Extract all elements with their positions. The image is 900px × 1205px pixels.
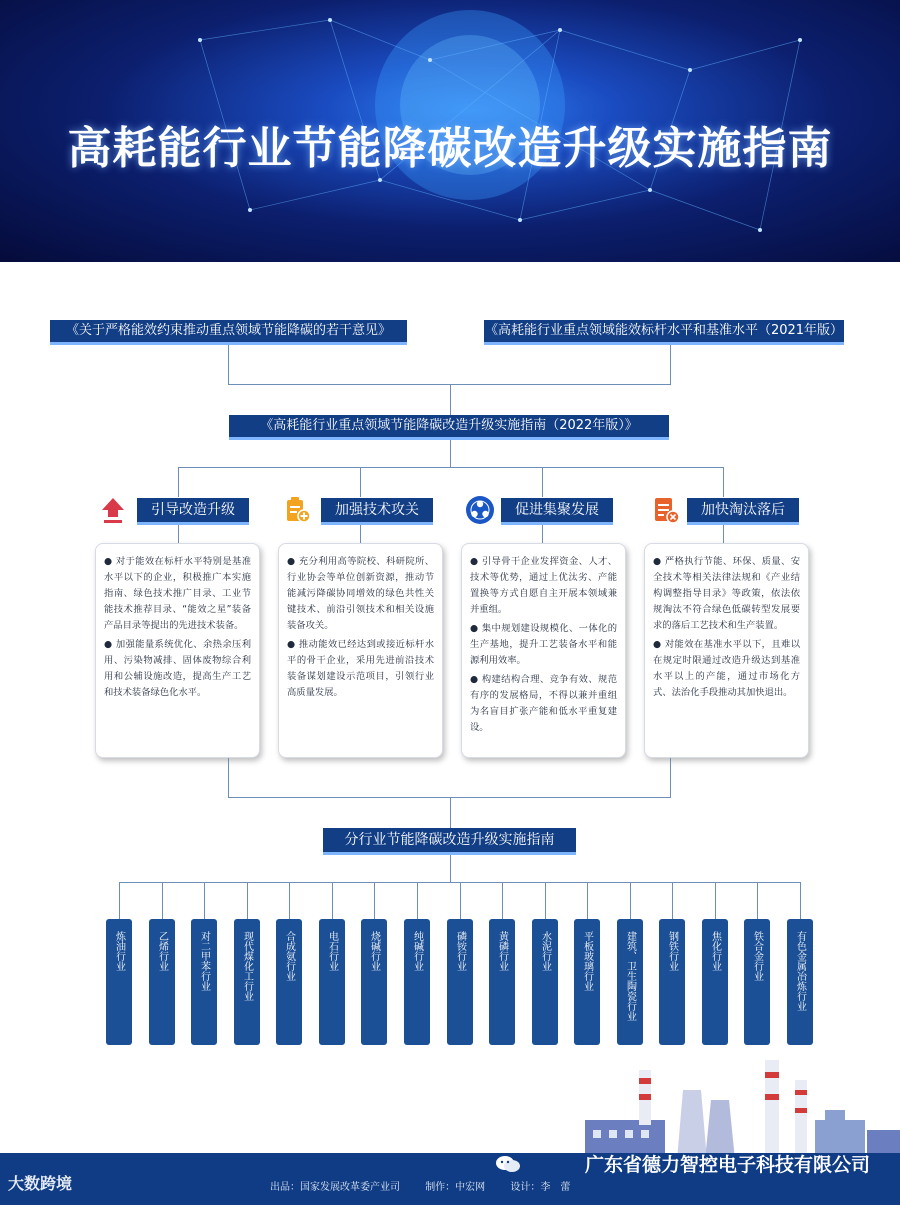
sub-guide-title: 分行业节能降碳改造升级实施指南 xyxy=(323,828,576,855)
producer-credit: 制作：中宏网 xyxy=(425,1182,486,1193)
measure-card-cluster-development xyxy=(461,543,626,758)
main-guide-doc: 《高耗能行业重点领域节能降碳改造升级实施指南（2022年版）》 xyxy=(229,415,669,440)
upload-arrow-icon xyxy=(98,495,128,525)
connector xyxy=(178,525,179,543)
connector xyxy=(204,882,205,919)
cluster-icon xyxy=(465,495,495,525)
card-paragraph: ● 对能效在基准水平以下，且难以在规定时限通过改造升级达到基准水平以上的产能，通过市场化方式、法治化手段推动其加快退出。 xyxy=(653,639,800,698)
connector xyxy=(670,758,671,797)
connector xyxy=(670,345,671,384)
industry-box: 对二甲苯行业 xyxy=(191,919,217,1045)
industry-box: 平板玻璃行业 xyxy=(574,919,600,1045)
measure-card-guide-upgrade xyxy=(95,543,260,758)
card-paragraph: ● 构建结构合理、竞争有效、规范有序的发展格局，不得以兼并重组为名盲目扩张产能和低水平重复建设。 xyxy=(470,674,617,733)
section-title-eliminate-backward: 加快淘汰落后 xyxy=(687,498,799,525)
card-paragraph: ● 充分利用高等院校、科研院所、行业协会等单位创新资源，推动节能减污降碳协同增效的绿色共性关键技术、前沿引领技术和相关设施装备攻关。 xyxy=(287,556,434,631)
connector xyxy=(450,855,451,882)
connector xyxy=(542,525,543,543)
industry-box: 乙烯行业 xyxy=(149,919,175,1045)
brand-watermark: 大数跨境 xyxy=(8,1174,73,1193)
connector xyxy=(360,467,361,497)
connector xyxy=(417,882,418,919)
connector xyxy=(178,467,179,497)
connector xyxy=(228,758,229,797)
source-doc-opinions: 《关于严格能效约束推动重点领域节能降碳的若干意见》 xyxy=(50,320,407,345)
industry-box: 合成氨行业 xyxy=(276,919,302,1045)
connector xyxy=(800,882,801,919)
industry-box: 炼油行业 xyxy=(106,919,132,1045)
industry-box: 焦化行业 xyxy=(702,919,728,1045)
connector xyxy=(247,882,248,919)
connector xyxy=(723,525,724,543)
designer-credit: 设计：李 蕾 xyxy=(510,1182,571,1193)
clipboard-add-icon xyxy=(282,495,312,525)
company-name: 广东省德力智控电子科技有限公司 xyxy=(584,1154,870,1176)
card-paragraph: ● 推动能效已经达到或接近标杆水平的骨干企业，采用先进前沿技术装备谋划建设示范项目，引领行业高质量发展。 xyxy=(287,639,434,698)
connector xyxy=(723,467,724,497)
industry-box: 水泥行业 xyxy=(532,919,558,1045)
industry-box: 黄磷行业 xyxy=(489,919,515,1045)
connector xyxy=(542,467,543,497)
industry-box: 纯碱行业 xyxy=(404,919,430,1045)
credits xyxy=(270,1178,592,1193)
measure-card-eliminate-backward xyxy=(644,543,809,758)
industry-box: 磷铵行业 xyxy=(447,919,473,1045)
connector xyxy=(672,882,673,919)
connector xyxy=(360,525,361,543)
industry-box: 建筑、卫生陶瓷行业 xyxy=(617,919,643,1045)
connector xyxy=(450,440,451,467)
card-paragraph: ● 集中规划建设规模化、一体化的生产基地，提升工艺装备水平和能源利用效率。 xyxy=(470,623,617,666)
connector xyxy=(162,882,163,919)
section-title-tech-research: 加强技术攻关 xyxy=(321,498,433,525)
industry-box: 铁合金行业 xyxy=(744,919,770,1045)
connector xyxy=(450,797,451,828)
connector xyxy=(587,882,588,919)
connector xyxy=(289,882,290,919)
connector xyxy=(630,882,631,919)
section-title-cluster-development: 促进集聚发展 xyxy=(501,498,613,525)
connector xyxy=(119,882,120,919)
measure-card-tech-research xyxy=(278,543,443,758)
industry-box: 有色金属冶炼行业 xyxy=(787,919,813,1045)
document-cancel-icon xyxy=(651,495,681,525)
industry-box: 钢铁行业 xyxy=(659,919,685,1045)
connector xyxy=(228,345,229,384)
connector xyxy=(502,882,503,919)
source-doc-benchmark: 《高耗能行业重点领域能效标杆水平和基准水平（2021年版） xyxy=(484,320,844,345)
connector xyxy=(715,882,716,919)
connector xyxy=(545,882,546,919)
page-title: 高耗能行业节能降碳改造升级实施指南 xyxy=(67,123,833,174)
card-paragraph: ● 加强能量系统优化、余热余压利用、污染物减排、固体废物综合利用和公辅设施改造，提高生产工艺和技术装备绿色化水平。 xyxy=(104,639,251,698)
industry-box: 电石行业 xyxy=(319,919,345,1045)
section-title-guide-upgrade: 引导改造升级 xyxy=(137,498,249,525)
hero-banner xyxy=(0,0,900,262)
wechat-icon xyxy=(495,1155,521,1173)
card-paragraph: ● 对于能效在标杆水平特别是基准水平以下的企业，积极推广本实施指南、绿色技术推广目录、工业节能技术推荐目录、“能效之星”装备产品目录等提出的先进技术装备。 xyxy=(104,556,251,631)
connector xyxy=(450,384,451,416)
industry-box: 现代煤化工行业 xyxy=(234,919,260,1045)
connector xyxy=(374,882,375,919)
connector xyxy=(460,882,461,919)
industry-box: 烧碱行业 xyxy=(361,919,387,1045)
card-paragraph: ● 引导骨干企业发挥资金、人才、技术等优势，通过上优汰劣、产能置换等方式自愿自主开展本领域兼并重组。 xyxy=(470,556,617,615)
card-paragraph: ● 严格执行节能、环保、质量、安全技术等相关法律法规和《产业结构调整指导目录》等政策，依法依规淘汰不符合绿色低碳转型发展要求的落后工艺技术和生产装置。 xyxy=(653,556,800,631)
connector xyxy=(178,467,723,468)
factory-illustration xyxy=(585,1060,900,1160)
connector xyxy=(332,882,333,919)
publisher-credit: 出品：国家发展改革委产业司 xyxy=(270,1182,400,1193)
connector xyxy=(757,882,758,919)
